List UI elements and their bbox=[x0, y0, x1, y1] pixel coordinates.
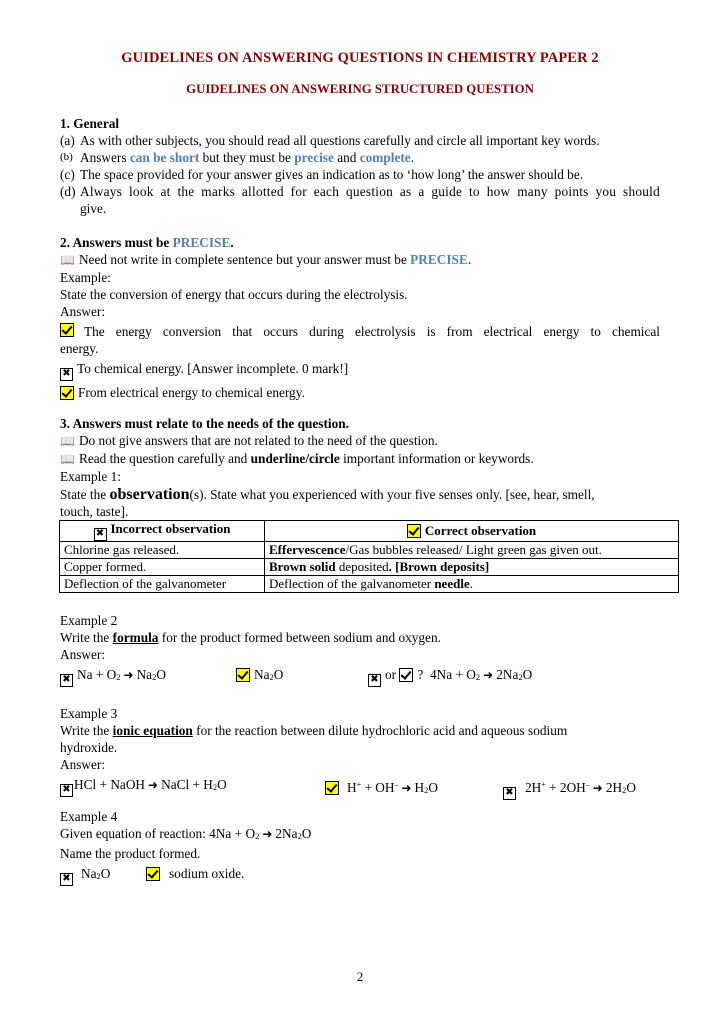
check-icon bbox=[236, 668, 250, 682]
example-2 bbox=[60, 612, 660, 685]
example-question: State the conversion of energy that occurs during the electrolysis. bbox=[60, 287, 408, 302]
check-icon bbox=[60, 323, 74, 337]
check-icon bbox=[407, 524, 421, 538]
cross-icon: ✖ bbox=[60, 873, 73, 886]
page-number: 2 bbox=[356, 969, 364, 984]
cross-icon: ✖ bbox=[60, 674, 73, 687]
book-icon: 📖 bbox=[60, 253, 75, 267]
example-label: Example 4 bbox=[60, 809, 118, 824]
section-heading: 3. Answers must relate to the needs of the question. bbox=[60, 416, 349, 431]
example-label: Example 3 bbox=[60, 706, 118, 721]
book-icon: 📖 bbox=[60, 434, 75, 448]
section-heading: 1. General bbox=[60, 116, 120, 131]
observation-table bbox=[59, 520, 679, 593]
table-row: Chlorine gas released. Effervescence/Gas bubbles released/ Light green gas given out. bbox=[60, 542, 679, 559]
section-relate: 3. Answers must relate to the needs of the question. 📖 Do not give answers that are not related to the need of the question. 📖 Read the question carefully and underline/circle important information or keywords. Example 1: State the observation(s). State what you experienced with your five senses only. [see, hear, smell, touch, taste]. ✖ Incorrect observation Correct observation Chlorine gas released. Effervescence/Gas bubbles released/ Light green gas given out. Copper formed. Brown solid deposited. [Brown deposits] Deflection of the galvanometer Deflection of the galvanometer needle. bbox=[60, 415, 660, 593]
cross-icon: ✖ bbox=[503, 787, 516, 800]
book-icon: 📖 bbox=[60, 452, 75, 466]
answer-row bbox=[60, 776, 660, 798]
note: 📖 Do not give answers that are not related to the need of the question. bbox=[60, 433, 438, 448]
check-icon bbox=[399, 668, 413, 682]
example-question: Given equation of reaction: 4Na + O2 ➜ 2Na2O bbox=[60, 826, 312, 841]
section-precise bbox=[60, 234, 660, 401]
page-title: GUIDELINES ON ANSWERING QUESTIONS IN CHEMISTRY PAPER 2 bbox=[121, 50, 599, 66]
answer-incorrect: ✖ Na2O bbox=[60, 865, 110, 886]
answer-alternative: ✖ or ? 4Na + O2 ➜ 2Na2O bbox=[368, 666, 532, 687]
cross-icon: ✖ bbox=[368, 674, 381, 687]
arrow-icon: ➜ bbox=[401, 781, 412, 795]
page-subtitle: GUIDELINES ON ANSWERING STRUCTURED QUESTION bbox=[186, 82, 534, 96]
answer-label: Answer: bbox=[60, 647, 106, 662]
arrow-icon: ➜ bbox=[592, 781, 603, 795]
answer-row bbox=[60, 666, 660, 685]
list-item: (b) Answers can be short but they must be precise and complete. bbox=[60, 150, 415, 165]
example-4: Example 4 Given equation of reaction: 4Na + O2 ➜ 2Na2O Name the product formed. ✖ Na2O sodium oxide. bbox=[60, 808, 660, 884]
answer-correct: H+ + OH– ➜ H2O bbox=[325, 776, 438, 799]
list-item: (d) Always look at the marks allotted for each question as a guide to how many points you should give. bbox=[60, 184, 660, 216]
arrow-icon: ➜ bbox=[262, 827, 273, 841]
cross-icon: ✖ bbox=[60, 784, 73, 797]
example-question: Write the formula for the product formed between sodium and oxygen. bbox=[60, 630, 441, 645]
answer-label: Answer: bbox=[60, 304, 106, 319]
note: 📖 Need not write in complete sentence but your answer must be PRECISE. bbox=[60, 252, 472, 267]
note: 📖 Read the question carefully and underline/circle important information or keywords. bbox=[60, 451, 534, 466]
cross-icon: ✖ bbox=[60, 368, 73, 381]
example-3: Example 3 Write the ionic equation for the reaction between dilute hydrochloric acid and aqueous sodium hydroxide. Answer: ✖ HCl + NaOH ➜ NaCl + H2O H+ + OH– ➜ H2O ✖ 2H+ + 2OH– ➜ 2H2O bbox=[60, 705, 660, 795]
answer-incorrect: ✖ Na + O2 ➜ Na2O bbox=[60, 666, 166, 687]
arrow-icon: ➜ bbox=[148, 778, 159, 792]
answer-correct: Na2O bbox=[236, 666, 283, 686]
answer-correct: The energy conversion that occurs during electrolysis is from electrical energy to chemical energy. bbox=[60, 324, 660, 356]
example-label: Example 1: bbox=[60, 469, 121, 484]
section-general bbox=[60, 115, 660, 217]
list-item: (a) As with other subjects, you should read all questions carefully and circle all important key words. bbox=[60, 133, 600, 148]
arrow-icon: ➜ bbox=[123, 668, 134, 682]
answer-correct: sodium oxide. bbox=[146, 865, 244, 882]
answer-correct: From electrical energy to chemical energy. bbox=[60, 384, 660, 401]
check-icon bbox=[146, 867, 160, 881]
example-label: Example 2 bbox=[60, 613, 118, 628]
example-label: Example: bbox=[60, 270, 111, 285]
cross-icon: ✖ bbox=[94, 528, 107, 541]
answer-incorrect: ✖ 2H+ + 2OH– ➜ 2H2O bbox=[503, 776, 636, 800]
check-icon bbox=[325, 781, 339, 795]
example-question: Write the ionic equation for the reaction between dilute hydrochloric acid and aqueous sodium bbox=[60, 723, 568, 738]
answer-row bbox=[60, 865, 660, 884]
answer-incorrect: ✖ HCl + NaOH ➜ NaCl + H2O bbox=[60, 776, 227, 797]
table-header-row: ✖ Incorrect observation Correct observation bbox=[60, 521, 679, 542]
arrow-icon: ➜ bbox=[483, 668, 494, 682]
section-heading: 2. Answers must be PRECISE. bbox=[60, 235, 234, 250]
list-item: (c) The space provided for your answer gives an indication as to ‘how long’ the answer should be. bbox=[60, 167, 584, 182]
table-row: Deflection of the galvanometer Deflection of the galvanometer needle. bbox=[60, 576, 679, 593]
answer-label: Answer: bbox=[60, 757, 106, 772]
example-question: State the observation(s). State what you experienced with your five senses only. [see, hear, smell, bbox=[60, 486, 595, 503]
check-icon bbox=[60, 386, 74, 400]
answer-incorrect: ✖ To chemical energy. [Answer incomplete. 0 mark!] bbox=[60, 360, 660, 381]
table-row: Copper formed. Brown solid deposited. [Brown deposits] bbox=[60, 559, 679, 576]
